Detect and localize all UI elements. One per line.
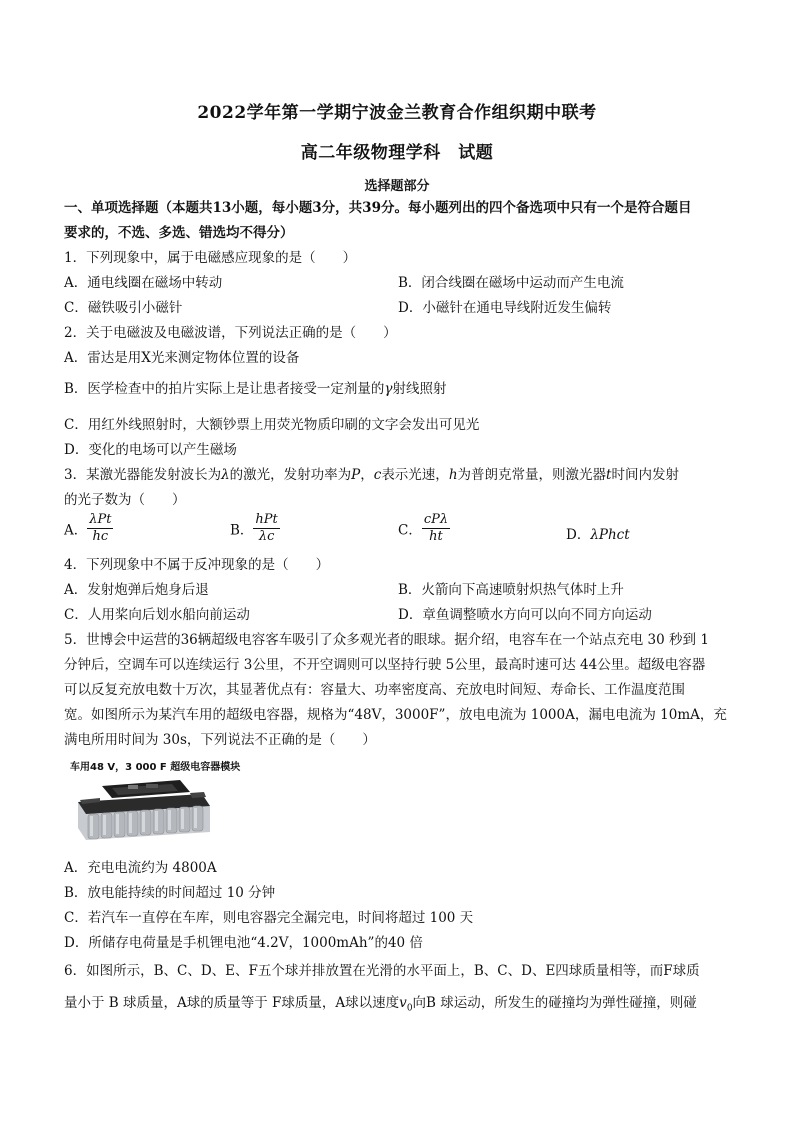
q6-stem-part: 向B 球运动，所发生的碰撞均为弹性碰撞，则碰	[412, 995, 697, 1011]
q3-stem-part: 为普朗克常量，则激光器	[457, 467, 607, 483]
q3-stem-part: ，	[360, 467, 374, 483]
section-heading: 选择题部分	[364, 179, 430, 194]
option-label: A．	[64, 522, 88, 539]
q1-stem: 1．下列现象中，属于电磁感应现象的是（ ）	[64, 250, 357, 266]
q2-option-b	[64, 380, 447, 398]
q1-option-c: C．磁铁吸引小磁针	[64, 300, 183, 316]
q5-stem-line-2: 分钟后，空调车可以连续运行 3公里，不开空调则可以坚持行驶 5公里，最高时速可达 44公里。超级电容器	[64, 657, 706, 673]
q3-stem-part: 表示光速，	[381, 467, 449, 483]
q5-option-d: D．所储存电荷量是手机锂电池“4.2V，1000mAh”的40 倍	[64, 935, 423, 951]
exam-subtitle: 高二年级物理学科 试题	[300, 143, 494, 163]
q3-option-a	[64, 512, 113, 545]
velocity-subscript: 0	[406, 1003, 413, 1014]
q5-stem-line-4: 宽。如图所示为某汽车用的超级电容器，规格为“48V，3000F”，放电电流为 1000A，漏电电流为 10mA，充	[64, 707, 727, 723]
option-label: C．	[398, 522, 422, 539]
q4-option-a: A．发射炮弹后炮身后退	[64, 582, 209, 598]
supercapacitor-module-image	[72, 772, 214, 844]
q4-option-b: B．火箭向下高速喷射炽热气体时上升	[398, 582, 624, 598]
q6-stem-line-1: 6．如图所示，B、C、D、E、F五个球并排放置在光滑的水平面上，B、C、D、E四球质量相等，而F球质	[64, 963, 700, 979]
q3-stem	[64, 466, 679, 484]
q3-stem-part: 3．某激光器能发射波长为	[64, 467, 222, 483]
denominator: ht	[429, 529, 443, 544]
q5-option-b: B．放电能持续的时间超过 10 分钟	[64, 885, 276, 901]
expression: λPhct	[590, 527, 630, 543]
q5-stem-line-5: 满电所用时间为 30s，下列说法不正确的是（ ）	[64, 732, 376, 748]
q5-option-a: A．充电电流约为 4800A	[64, 860, 217, 876]
denominator: hc	[92, 529, 109, 544]
q2-option-d: D．变化的电场可以产生磁场	[64, 442, 237, 458]
q5-stem-line-1: 5．世博会中运营的36辆超级电容客车吸引了众多观光者的眼球。据介绍，电容车在一个站点充电 30 秒到 1	[64, 632, 709, 648]
q1-option-a: A．通电线圈在磁场中转动	[64, 275, 223, 291]
gamma-symbol: γ	[384, 381, 393, 397]
q3-stem-part: 时间内发射	[611, 467, 679, 483]
planck-symbol: h	[448, 467, 458, 483]
power-symbol: P	[351, 467, 361, 483]
numerator: cPλ	[423, 512, 449, 527]
option-label: B．	[230, 522, 254, 539]
lambda-symbol: λ	[221, 467, 230, 483]
q3-stem-line-2: 的光子数为（ ）	[64, 492, 186, 508]
q2-option-b-text: B．医学检查中的拍片实际上是让患者接受一定剂量的	[64, 381, 385, 397]
instructions-line-2: 要求的，不选、多选、错选均不得分）	[64, 225, 294, 241]
q6-stem-line-2	[64, 994, 697, 1018]
figure-caption: 车用48 V，3 000 F 超级电容器模块	[70, 762, 241, 773]
q4-option-c: C．人用桨向后划水船向前运动	[64, 607, 250, 623]
q2-stem: 2．关于电磁波及电磁波谱，下列说法正确的是（ ）	[64, 325, 397, 341]
q1-option-b: B．闭合线圈在磁场中运动而产生电流	[398, 275, 624, 291]
q4-stem: 4．下列现象中不属于反冲现象的是（ ）	[64, 557, 330, 573]
q5-stem-line-3: 可以反复充放电数十万次，其显著优点有：容量大、功率密度高、充放电时间短、寿命长、工作温度范围	[64, 682, 685, 698]
fraction	[253, 512, 279, 545]
q3-option-c	[398, 512, 450, 545]
denominator: λc	[258, 529, 275, 544]
exam-title: 2022学年第一学期宁波金兰教育合作组织期中联考	[197, 103, 597, 123]
q4-option-d: D．章鱼调整喷水方向可以向不同方向运动	[398, 607, 652, 623]
option-label: D．	[566, 527, 591, 543]
time-symbol: t	[606, 467, 612, 483]
numerator: hPt	[255, 512, 278, 527]
q3-stem-part: 的激光，发射功率为	[229, 467, 352, 483]
instructions-line-1: 一、单项选择题（本题共13小题，每小题3分，共39分。每小题列出的四个备选项中只有一个是符合题目	[64, 200, 692, 216]
light-speed-symbol: c	[373, 467, 382, 483]
q1-option-d: D．小磁针在通电导线附近发生偏转	[398, 300, 612, 316]
q2-option-c: C．用红外线照射时，大额钞票上用荧光物质印刷的文字会发出可见光	[64, 417, 480, 433]
q3-option-b	[230, 512, 280, 545]
q5-option-c: C．若汽车一直停在车库，则电容器完全漏完电，时间将超过 100 天	[64, 910, 474, 926]
fraction	[422, 512, 450, 545]
q3-option-d	[566, 523, 630, 543]
velocity-symbol: v	[399, 995, 407, 1011]
fraction	[87, 512, 113, 545]
q2-option-a: A．雷达是用X光来测定物体位置的设备	[64, 350, 300, 366]
q6-stem-part: 量小于 B 球质量，A球的质量等于 F球质量，A球以速度	[64, 995, 400, 1011]
numerator: λPt	[89, 512, 112, 527]
q2-option-b-suffix: 射线照射	[392, 381, 447, 397]
